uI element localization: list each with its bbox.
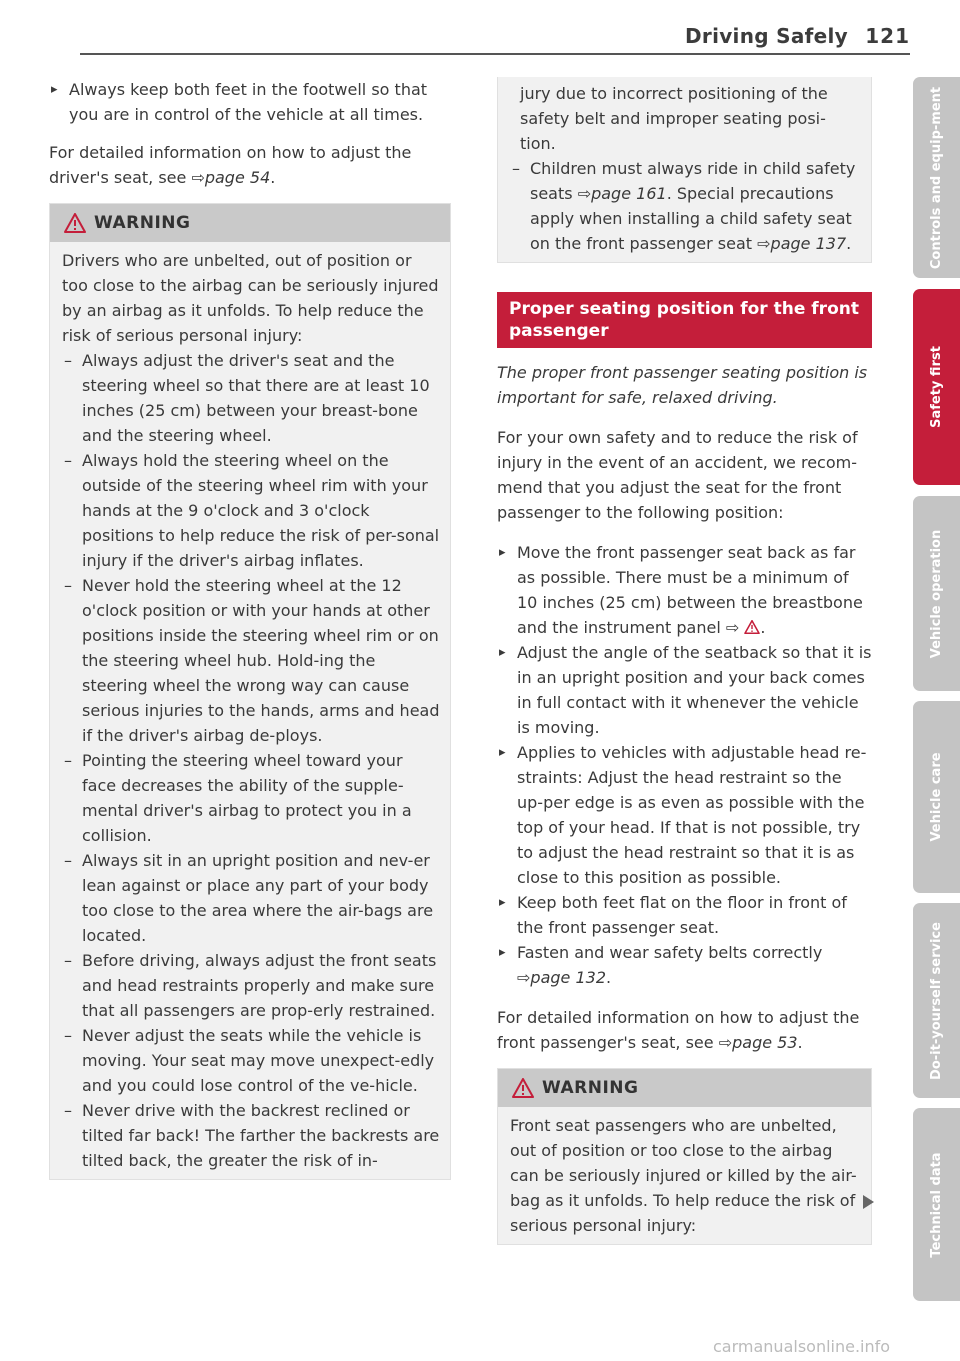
warning-intro: Drivers who are unbelted, out of position or too close to the airbag can be seriously injured by an airbag as it unfolds. To help reduce the risk of serious personal injury: xyxy=(62,251,439,345)
tab-do-it-yourself-service[interactable]: Do-it-yourself service xyxy=(913,903,960,1098)
bullet-head-restraint: ▸ Applies to vehicles with adjustable head re-straints: Adjust the head restraint so the up-per edge is as even as possible with the top of your head. If that is not possible, try to adjust the head restraint so that it is as close to this position as possible. xyxy=(497,740,872,890)
warning-header xyxy=(50,204,450,242)
tab-controls-and-equipment[interactable]: Controls and equip-ment xyxy=(913,77,960,278)
warning-triangle-icon xyxy=(64,213,86,233)
header-rule xyxy=(80,53,910,55)
chapter-title: Driving Safely xyxy=(685,24,848,48)
warning-item: – Never drive with the backrest reclined or tilted far back! The farther the backrests are tilted back, the greater the risk of in- xyxy=(62,1098,440,1173)
warning-item: – Always hold the steering wheel on the outside of the steering wheel rim with your hands at the 9 o'clock and 3 o'clock positions to help reduce the risk of per-sonal injury if the driver's airbag inflates. xyxy=(62,448,440,573)
continue-arrow-icon xyxy=(863,1195,874,1209)
warning-item: – Pointing the steering wheel toward your face decreases the ability of the supple-mental driver's airbag to protect you in a collision. xyxy=(62,748,440,848)
warning-title: WARNING xyxy=(94,212,191,233)
warning-body xyxy=(498,1107,871,1244)
driver-warning-box xyxy=(49,203,451,1180)
tab-vehicle-care[interactable]: Vehicle care xyxy=(913,701,960,893)
warning-triangle-icon xyxy=(512,1078,534,1098)
arrow-ref-icon: ⇨ xyxy=(517,968,531,987)
bullet-seat-back: ▸ Move the front passenger seat back as far as possible. There must be a minimum of 10 inches (25 cm) between the breastbone and the instrument panel ⇨ . xyxy=(497,540,872,640)
page-link-54[interactable]: page 54 xyxy=(204,168,271,187)
warning-item: – Before driving, always adjust the front seats and head restraints properly and make sure that all passengers are prop-erly restrained. xyxy=(62,948,440,1023)
section-lead: The proper front passenger seating position is important for safe, relaxed driving. xyxy=(497,363,868,407)
page-header xyxy=(80,24,910,50)
warning-continued-body xyxy=(498,77,871,262)
bullet-feet: ▸ Always keep both feet in the footwell so that you are in control of the vehicle at all times. xyxy=(49,77,451,127)
page-link-53[interactable]: page 53 xyxy=(732,1033,798,1052)
adjust-passenger-seat-note: For detailed information on how to adjust the front passenger's seat, see ⇨page 53. xyxy=(497,1008,860,1052)
arrow-ref-icon: ⇨ xyxy=(577,184,592,203)
right-column xyxy=(497,77,872,1245)
bullet-safety-belts: ▸ Fasten and wear safety belts correctly ⇨page 132. xyxy=(497,940,872,990)
page-number: 121 xyxy=(865,24,910,48)
bullet-feet-flat: ▸ Keep both feet flat on the floor in front of the front passenger seat. xyxy=(497,890,872,940)
warning-item: – Always adjust the driver's seat and the steering wheel so that there are at least 10 inches (25 cm) between your breast-bone and the steering wheel. xyxy=(62,348,440,448)
watermark: carmanualsonline.info xyxy=(713,1337,891,1356)
left-column xyxy=(49,77,451,1180)
page-link-137[interactable]: page 137 xyxy=(770,234,847,253)
adjust-driver-seat-note: For detailed information on how to adjust the driver's seat, see ⇨page 54. xyxy=(49,143,412,187)
bullet-seatback-angle: ▸ Adjust the angle of the seatback so that it is in an upright position and your back comes in full contact with it whenever the vehicle is moving. xyxy=(497,640,872,740)
page-link-161[interactable]: page 161 xyxy=(591,184,667,203)
warning-title: WARNING xyxy=(542,1077,639,1098)
warning-item: – Never adjust the seats while the vehicle is moving. Your seat may move unexpect-edly and you could lose control of the ve-hicle. xyxy=(62,1023,440,1098)
tab-safety-first[interactable]: Safety first xyxy=(913,289,960,485)
arrow-ref-icon: ⇨ xyxy=(725,618,740,637)
warning-item: – Never hold the steering wheel at the 12 o'clock position or with your hands at other positions inside the steering wheel rim or on the steering wheel hub. Hold-ing the steering wheel the wrong way can cause serious injuries to the hands, arms and head if the driver's airbag de-ploys. xyxy=(62,573,440,748)
section-heading: Proper seating position for the front passenger xyxy=(497,292,872,348)
warning-triangle-icon xyxy=(744,620,760,634)
warning-cont-text: jury due to incorrect positioning of the safety belt and improper seating posi-tion. xyxy=(520,84,828,153)
warning-header xyxy=(498,1069,871,1107)
warning-item: – Always sit in an upright position and nev-er lean against or place any part of your body too close to the area where the air-bags are located. xyxy=(62,848,440,948)
section-intro: For your own safety and to reduce the risk of injury in the event of an accident, we recom-mend that you adjust the seat for the front passenger to the following position: xyxy=(497,428,858,522)
arrow-ref-icon: ⇨ xyxy=(191,168,205,187)
tab-technical-data[interactable]: Technical data xyxy=(913,1108,960,1301)
driver-warning-continued xyxy=(497,77,872,263)
warning-text: Front seat passengers who are unbelted, out of position or too close to the airbag can be seriously injured or killed by the air-bag as it unfolds. To help reduce the risk of serious personal injury: xyxy=(510,1116,857,1235)
page-link-132[interactable]: page 132 xyxy=(530,968,606,987)
arrow-ref-icon: ⇨ xyxy=(718,1033,733,1052)
warning-body xyxy=(50,242,450,1179)
warning-item-children: – Children must always ride in child safety seats ⇨page 161. Special precautions apply when installing a child safety seat on the front passenger seat ⇨page 137. xyxy=(510,156,861,256)
arrow-ref-icon: ⇨ xyxy=(757,234,771,253)
tab-vehicle-operation[interactable]: Vehicle operation xyxy=(913,496,960,691)
passenger-warning-box xyxy=(497,1068,872,1245)
